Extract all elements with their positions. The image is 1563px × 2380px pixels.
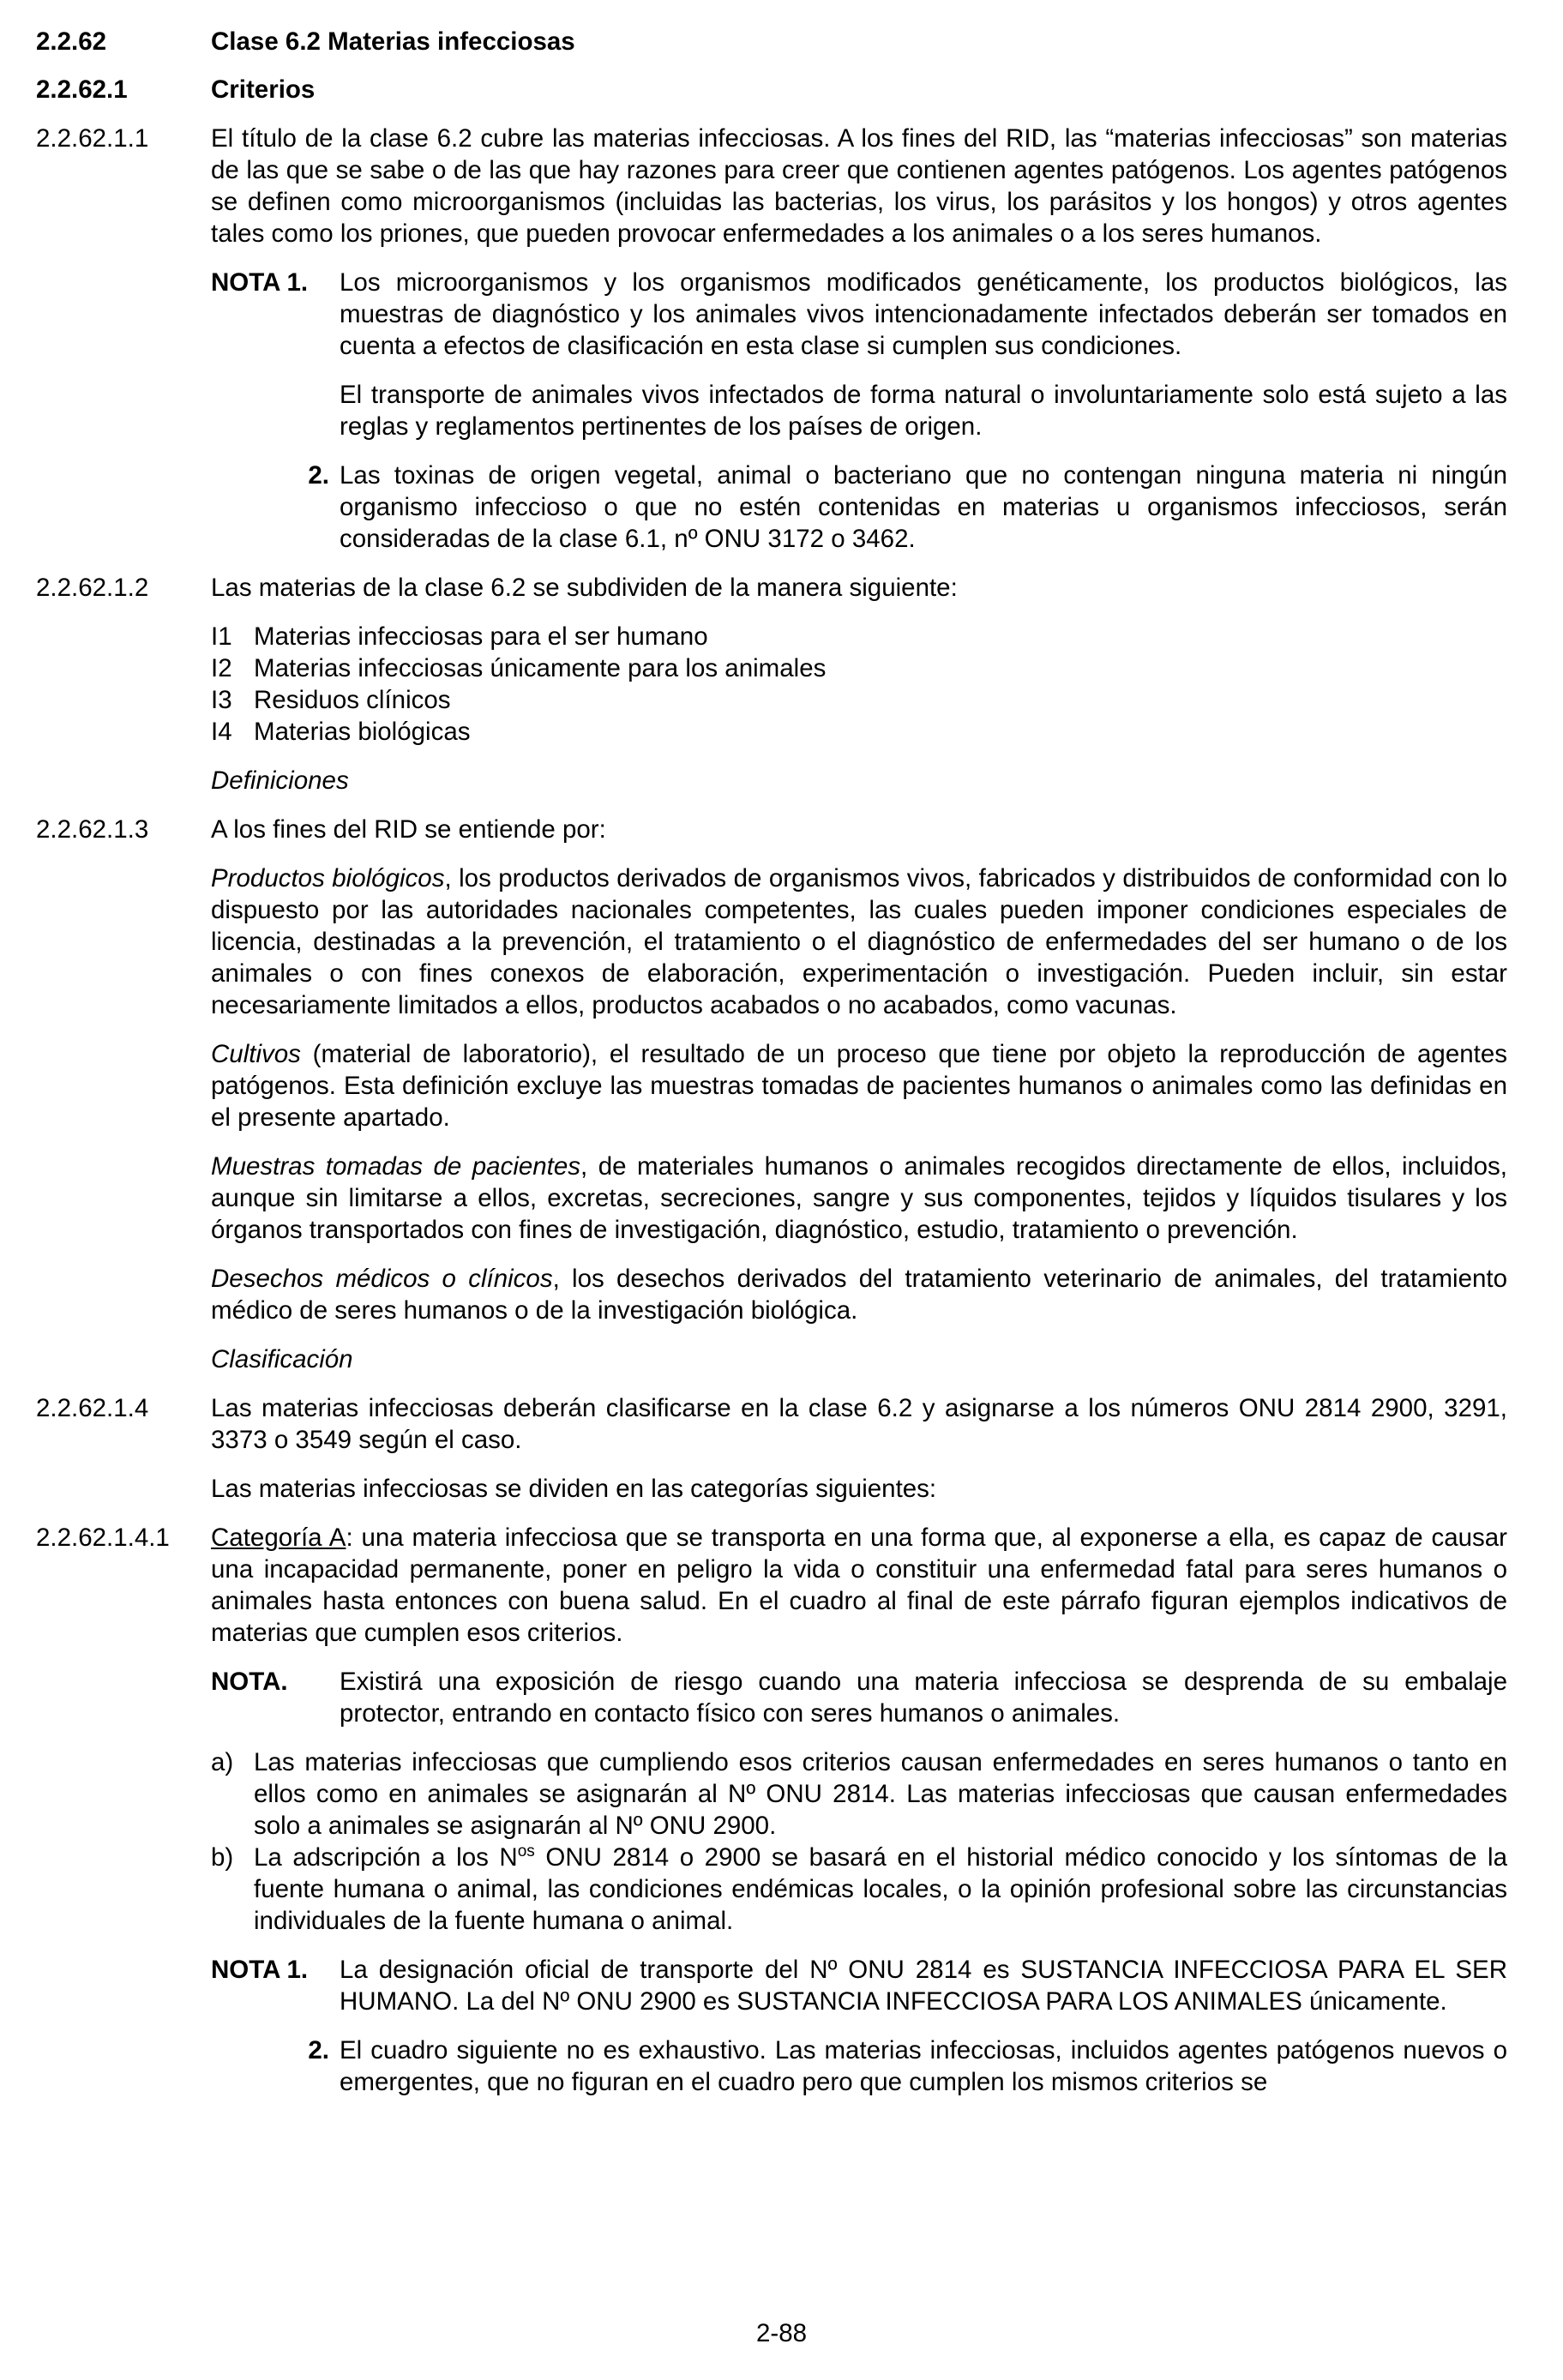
definition-term: Cultivos xyxy=(211,1040,301,1068)
note-label: NOTA 1. xyxy=(211,1956,309,1984)
definition-desechos xyxy=(211,1263,1507,1326)
section-title: Criterios xyxy=(211,75,316,104)
paragraph-2-2-62-1-4-1 xyxy=(36,1522,1507,1649)
paragraph-text: A los fines del RID se entiende por: xyxy=(211,815,606,844)
subheading-definiciones: Definiciones xyxy=(211,766,349,795)
note-label: 2. xyxy=(308,461,329,490)
definition-productos-biologicos xyxy=(211,862,1507,1021)
list-key: I1 xyxy=(211,622,232,651)
list-text: Las materias infecciosas que cumpliendo esos criterios causan enfermedades en seres humanos o tanto en ellos como en animales se asignarán al Nº ONU 2814. Las materias infecciosas que causan enfermedades solo a animales se asignarán al Nº ONU 2900. xyxy=(254,1748,1507,1840)
document-page xyxy=(36,26,1507,2115)
paragraph-2-2-62-1-1 xyxy=(36,123,1507,249)
paragraph-text: Las materias infecciosas deberán clasificarse en la clase 6.2 y asignarse a los números ONU 2814 2900, 3291, 3373 o 3549 según el caso. xyxy=(211,1394,1507,1454)
definition-text: , los productos derivados de organismos vivos, fabricados y distribuidos de conformidad con lo dispuesto por las autoridades nacionales competentes, las cuales pueden imponer condiciones especiales de licencia, destinadas a la prevención, el tratamiento o el diagnóstico de enfermedades del ser humano o de los animales o con fines conexos de elaboración, experimentación o investigación. Pueden incluir, sin estar necesariamente limitados a ellos, productos acabados o no acabados, como vacunas. xyxy=(211,864,1507,1019)
subdivision-list xyxy=(211,621,1507,748)
list-text-prefix: La adscripción a los N xyxy=(254,1843,518,1872)
list-text xyxy=(254,1842,1507,1937)
paragraph-2-2-62-1-2 xyxy=(36,572,1507,604)
list-text: Materias infecciosas para el ser humano xyxy=(254,622,708,651)
note-paragraph: El transporte de animales vivos infectados de forma natural o involuntariamente solo está sujeto a las reglas y reglamentos pertinentes de los países de origen. xyxy=(340,381,1507,441)
section-number: 2.2.62.1.4 xyxy=(36,1394,149,1422)
paragraph-2-2-62-1-3 xyxy=(36,814,1507,845)
note-text: Los microorganismos y los organismos modificados genéticamente, los productos biológicos, las muestras de diagnóstico y los animales vivos intencionadamente infectados deberán ser tomados en cuenta a efectos de clasificación en esta clase si cumplen sus condiciones. xyxy=(340,268,1507,360)
note-text: Las toxinas de origen vegetal, animal o bacteriano que no contengan ninguna materia ni ningún organismo infeccioso o que no estén contenidas en materias u organismos infecciosos, serán consideradas de la clase 6.1, nº ONU 3172 o 3462. xyxy=(340,461,1507,553)
note-1 xyxy=(211,267,1507,362)
section-title: Clase 6.2 Materias infecciosas xyxy=(211,27,575,56)
note-2 xyxy=(211,460,1507,555)
definition-term: Productos biológicos xyxy=(211,864,445,892)
note-1 xyxy=(211,1954,1507,2017)
list-text: Materias biológicas xyxy=(254,718,471,746)
definition-text: , los desechos derivados del tratamiento veterinario de animales, del tratamiento médico de seres humanos o de la investigación biológica. xyxy=(211,1265,1507,1325)
list-item xyxy=(211,652,1507,684)
section-number: 2.2.62.1.2 xyxy=(36,574,149,602)
paragraph-text: Las materias infecciosas se dividen en las categorías siguientes: xyxy=(211,1475,937,1503)
definition-cultivos xyxy=(211,1038,1507,1133)
list-text: Residuos clínicos xyxy=(254,686,451,714)
list-item xyxy=(211,716,1507,748)
heading-2-2-62-1 xyxy=(36,74,1507,105)
alpha-list xyxy=(211,1746,1507,1937)
note-text: El cuadro siguiente no es exhaustivo. Las materias infecciosas, incluidos agentes patógenos nuevos o emergentes, que no figuran en el cuadro pero que cumplen los mismos criterios se xyxy=(340,2036,1507,2096)
category-label: Categoría A xyxy=(211,1524,346,1552)
definition-muestras xyxy=(211,1151,1507,1246)
list-key: I4 xyxy=(211,718,232,746)
note-label: 2. xyxy=(308,2036,329,2064)
list-key: a) xyxy=(211,1748,234,1776)
list-key: b) xyxy=(211,1843,234,1872)
section-number: 2.2.62.1.3 xyxy=(36,815,149,844)
definition-text: , de materiales humanos o animales recogidos directamente de ellos, incluidos, aunque sin limitarse a ellos, excretas, secreciones, sangre y sus componentes, tejidos y líquidos tisulares y los órganos transportados con fines de investigación, diagnóstico, estudio, tratamiento o prevención. xyxy=(211,1152,1507,1244)
note-label: NOTA. xyxy=(211,1668,288,1696)
superscript: os xyxy=(517,1842,535,1861)
paragraph-text: Las materias de la clase 6.2 se subdividen de la manera siguiente: xyxy=(211,574,958,602)
heading-2-2-62 xyxy=(36,26,1507,57)
paragraph-text: El título de la clase 6.2 cubre las materias infecciosas. A los fines del RID, las “materias infecciosas” son materias de las que se sabe o de las que hay razones para creer que contienen agentes patógenos. Los agentes patógenos se definen como microorganismos (incluidas las bacterias, los virus, los parásitos y los hongos) y otros agentes tales como los priones, que pueden provocar enfermedades a los animales o a los seres humanos. xyxy=(211,124,1507,248)
section-number: 2.2.62.1.4.1 xyxy=(36,1524,170,1552)
list-item xyxy=(211,1842,1507,1937)
list-key: I2 xyxy=(211,654,232,682)
paragraph-text xyxy=(211,1522,1507,1649)
list-text: Materias infecciosas únicamente para los animales xyxy=(254,654,827,682)
note-text: Existirá una exposición de riesgo cuando una materia infecciosa se desprenda de su embalaje protector, entrando en contacto físico con seres humanos o animales. xyxy=(340,1668,1507,1728)
category-text: : una materia infecciosa que se transporta en una forma que, al exponerse a ella, es capaz de causar una incapacidad permanente, poner en peligro la vida o constituir una enfermedad fatal para seres humanos o animales hasta entonces con buena salud. En el cuadro al final de este párrafo figuran ejemplos indicativos de materias que cumplen esos criterios. xyxy=(211,1524,1507,1647)
note-2 xyxy=(211,2034,1507,2098)
section-number: 2.2.62 xyxy=(36,27,107,56)
list-item xyxy=(211,684,1507,716)
definition-term: Muestras tomadas de pacientes xyxy=(211,1152,581,1181)
list-item xyxy=(211,621,1507,652)
list-text-body: ONU 2814 o 2900 se basará en el historial médico conocido y los síntomas de la fuente humana o animal, las condiciones endémicas locales, o la opinión profesional sobre las circunstancias individuales de la fuente humana o animal. xyxy=(254,1843,1508,1935)
note xyxy=(211,1666,1507,1729)
subheading-clasificacion: Clasificación xyxy=(211,1345,353,1373)
paragraph-2-2-62-1-4 xyxy=(36,1392,1507,1456)
note-label: NOTA 1. xyxy=(211,268,309,297)
section-number: 2.2.62.1 xyxy=(36,75,128,104)
list-key: I3 xyxy=(211,686,232,714)
section-number: 2.2.62.1.1 xyxy=(36,124,149,153)
definition-text: (material de laboratorio), el resultado de un proceso que tiene por objeto la reproducción de agentes patógenos. Esta definición excluye las muestras tomadas de pacientes humanos o animales como las definidas en el presente apartado. xyxy=(211,1040,1507,1132)
note-text: La designación oficial de transporte del Nº ONU 2814 es SUSTANCIA INFECCIOSA PARA EL SER HUMANO. La del Nº ONU 2900 es SUSTANCIA INFECCIOSA PARA LOS ANIMALES únicamente. xyxy=(340,1956,1507,2016)
definition-term: Desechos médicos o clínicos xyxy=(211,1265,553,1293)
list-item xyxy=(211,1746,1507,1842)
page-number: 2-88 xyxy=(755,2319,808,2347)
